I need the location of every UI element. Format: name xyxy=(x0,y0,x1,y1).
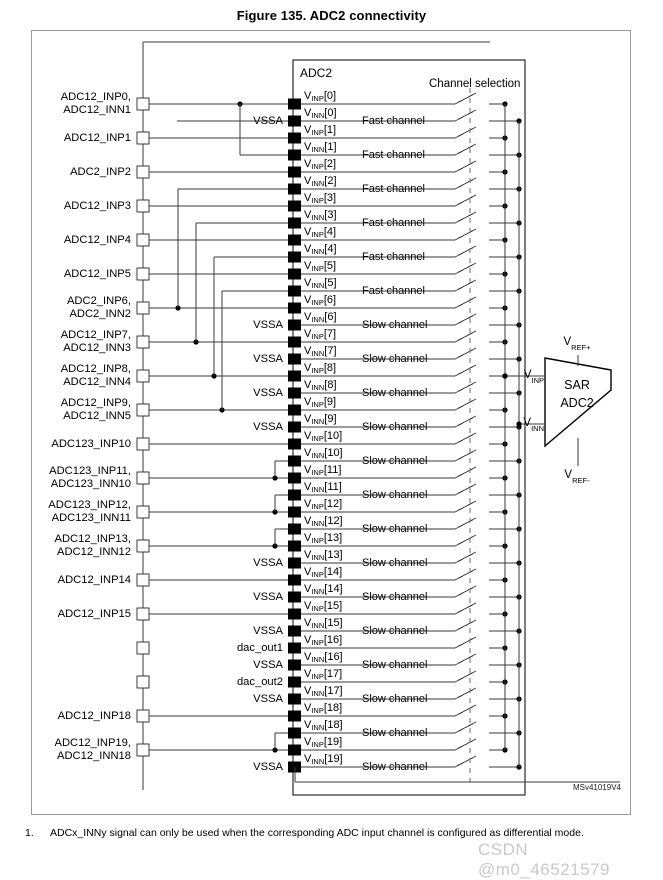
rail-label-3: VSSA xyxy=(253,387,283,399)
signal-label-vinn-2: $V_{INN}[2]$ xyxy=(304,175,337,188)
figure-note xyxy=(25,827,640,841)
sar-adc-label-line2: ADC2 xyxy=(560,396,594,410)
rail-label-6: VSSA xyxy=(253,591,283,603)
channel-kind-7: Slow channel xyxy=(362,353,428,365)
channel-kind-1: Fast channel xyxy=(362,149,425,161)
signal-label-vinp-0: $V_{INP}[0]$ xyxy=(304,90,337,103)
signal-label-vinp-15: $V_{INP}[15]$ xyxy=(304,600,343,613)
pin-label-19: ADC12_INP19, ADC12_INN18 xyxy=(54,737,131,762)
rail-label-7: VSSA xyxy=(253,625,283,637)
signal-label-vinp-12: $V_{INP}[12]$ xyxy=(304,498,343,511)
signal-label-vinn-7: $V_{INN}[7]$ xyxy=(304,345,337,358)
signal-label-vinn-18: $V_{INN}[18]$ xyxy=(304,719,343,732)
signal-label-vinp-14: $V_{INP}[14]$ xyxy=(304,566,343,579)
channel-kind-6: Slow channel xyxy=(362,319,428,331)
vinn-input-label: $V_{INN}$ xyxy=(523,416,544,434)
channel-kind-4: Fast channel xyxy=(362,251,425,263)
pin-label-3: ADC12_INP3 xyxy=(63,200,131,212)
channel-kind-19: Slow channel xyxy=(362,761,428,773)
signal-label-vinn-3: $V_{INN}[3]$ xyxy=(304,209,337,222)
signal-label-vinn-6: $V_{INN}[6]$ xyxy=(304,311,337,324)
channel-kind-18: Slow channel xyxy=(362,727,428,739)
pin-label-18: ADC12_INP18 xyxy=(57,710,131,722)
signal-label-vinn-9: $V_{INN}[9]$ xyxy=(304,413,337,426)
channel-kind-9: Slow channel xyxy=(362,421,428,433)
vrefp-label: $V_{REF+}$ xyxy=(563,335,591,353)
figure-code: MSv41019V4 xyxy=(572,783,621,792)
signal-label-vinn-13: $V_{INN}[13]$ xyxy=(304,549,343,562)
rail-label-12: VSSA xyxy=(253,761,283,773)
signal-label-vinn-4: $V_{INN}[4]$ xyxy=(304,243,337,256)
signal-label-vinp-1: $V_{INP}[1]$ xyxy=(304,124,337,137)
signal-label-vinp-13: $V_{INP}[13]$ xyxy=(304,532,343,545)
channel-kind-15: Slow channel xyxy=(362,625,428,637)
signal-label-vinn-16: $V_{INN}[16]$ xyxy=(304,651,343,664)
pin-label-8: ADC12_INP8, ADC12_INN4 xyxy=(60,363,131,388)
channel-kind-5: Fast channel xyxy=(362,285,425,297)
signal-label-vinn-5: $V_{INN}[5]$ xyxy=(304,277,337,290)
signal-label-vinn-0: $V_{INN}[0]$ xyxy=(304,107,337,120)
signal-label-vinp-19: $V_{INP}[19]$ xyxy=(304,736,343,749)
rail-label-9: VSSA xyxy=(253,659,283,671)
rail-label-0: VSSA xyxy=(253,115,283,127)
pin-label-13: ADC12_INP13, ADC12_INN12 xyxy=(54,533,131,558)
pin-label-12: ADC123_INP12, ADC123_INN11 xyxy=(48,499,131,524)
signal-label-vinp-17: $V_{INP}[17]$ xyxy=(304,668,343,681)
pin-label-6: ADC2_INP6, ADC2_INN2 xyxy=(66,295,131,320)
rail-label-8: dac_out1 xyxy=(236,642,283,654)
pin-label-7: ADC12_INP7, ADC12_INN3 xyxy=(60,329,131,354)
signal-label-vinp-6: $V_{INP}[6]$ xyxy=(304,294,337,307)
signal-label-vinp-9: $V_{INP}[9]$ xyxy=(304,396,337,409)
channel-kind-10: Slow channel xyxy=(362,455,428,467)
signal-label-vinn-1: $V_{INN}[1]$ xyxy=(304,141,337,154)
signal-label-vinn-19: $V_{INN}[19]$ xyxy=(304,753,343,766)
pin-label-9: ADC12_INP9, ADC12_INN5 xyxy=(60,397,131,422)
figure-title: Figure 135. ADC2 connectivity xyxy=(236,8,427,23)
rail-label-5: VSSA xyxy=(253,557,283,569)
signal-label-vinp-7: $V_{INP}[7]$ xyxy=(304,328,337,341)
channel-kind-17: Slow channel xyxy=(362,693,428,705)
pin-label-1: ADC12_INP1 xyxy=(63,132,131,144)
pin-label-0: ADC12_INP0, ADC12_INN1 xyxy=(60,91,131,116)
note-index: 1. xyxy=(25,827,34,839)
channel-selection-label: Channel selection xyxy=(429,78,521,90)
channel-kind-14: Slow channel xyxy=(362,591,428,603)
signal-label-vinp-5: $V_{INP}[5]$ xyxy=(304,260,337,273)
note-text: ADCx_INNy signal can only be used when the corresponding ADC input channel is configured as differential mode. xyxy=(50,827,584,839)
vrefm-label: $V_{REF-}$ xyxy=(564,468,590,486)
rail-label-11: VSSA xyxy=(253,693,283,705)
signal-label-vinp-8: $V_{INP}[8]$ xyxy=(304,362,337,375)
channel-kind-13: Slow channel xyxy=(362,557,428,569)
signal-label-vinp-16: $V_{INP}[16]$ xyxy=(304,634,343,647)
rail-label-10: dac_out2 xyxy=(236,676,283,688)
pin-label-4: ADC12_INP4 xyxy=(63,234,131,246)
signal-label-vinn-17: $V_{INN}[17]$ xyxy=(304,685,343,698)
signal-label-vinp-2: $V_{INP}[2]$ xyxy=(304,158,337,171)
signal-label-vinn-12: $V_{INN}[12]$ xyxy=(304,515,343,528)
signal-label-vinn-11: $V_{INN}[11]$ xyxy=(304,481,342,494)
pin-label-15: ADC12_INP15 xyxy=(57,608,131,620)
channel-kind-11: Slow channel xyxy=(362,489,428,501)
channel-kind-2: Fast channel xyxy=(362,183,425,195)
signal-label-vinp-18: $V_{INP}[18]$ xyxy=(304,702,343,715)
pin-label-5: ADC12_INP5 xyxy=(63,268,131,280)
pin-label-14: ADC12_INP14 xyxy=(57,574,131,586)
signal-label-vinp-4: $V_{INP}[4]$ xyxy=(304,226,337,239)
signal-label-vinn-10: $V_{INN}[10]$ xyxy=(304,447,343,460)
signal-label-vinp-11: $V_{INP}[11]$ xyxy=(304,464,342,477)
adc2-block-label: ADC2 xyxy=(300,66,333,80)
channel-kind-3: Fast channel xyxy=(362,217,425,229)
rail-label-2: VSSA xyxy=(253,353,283,365)
rail-label-4: VSSA xyxy=(253,421,283,433)
signal-label-vinn-8: $V_{INN}[8]$ xyxy=(304,379,337,392)
channel-kind-12: Slow channel xyxy=(362,523,428,535)
vinp-input-label: $V_{INP}$ xyxy=(523,368,544,386)
sar-adc-label-line1: SAR xyxy=(564,378,590,392)
pin-label-11: ADC123_INP11, ADC123_INN10 xyxy=(49,465,131,490)
rail-label-1: VSSA xyxy=(253,319,283,331)
channel-kind-16: Slow channel xyxy=(362,659,428,671)
channel-kind-8: Slow channel xyxy=(362,387,428,399)
signal-label-vinn-15: $V_{INN}[15]$ xyxy=(304,617,343,630)
pin-label-10: ADC123_INP10 xyxy=(51,438,131,450)
signal-label-vinn-14: $V_{INN}[14]$ xyxy=(304,583,343,596)
signal-label-vinp-10: $V_{INP}[10]$ xyxy=(304,430,343,443)
channel-kind-0: Fast channel xyxy=(362,115,425,127)
watermark: CSDN @m0_46521579 xyxy=(478,840,610,879)
signal-label-vinp-3: $V_{INP}[3]$ xyxy=(304,192,337,205)
pin-label-2: ADC2_INP2 xyxy=(70,166,131,178)
